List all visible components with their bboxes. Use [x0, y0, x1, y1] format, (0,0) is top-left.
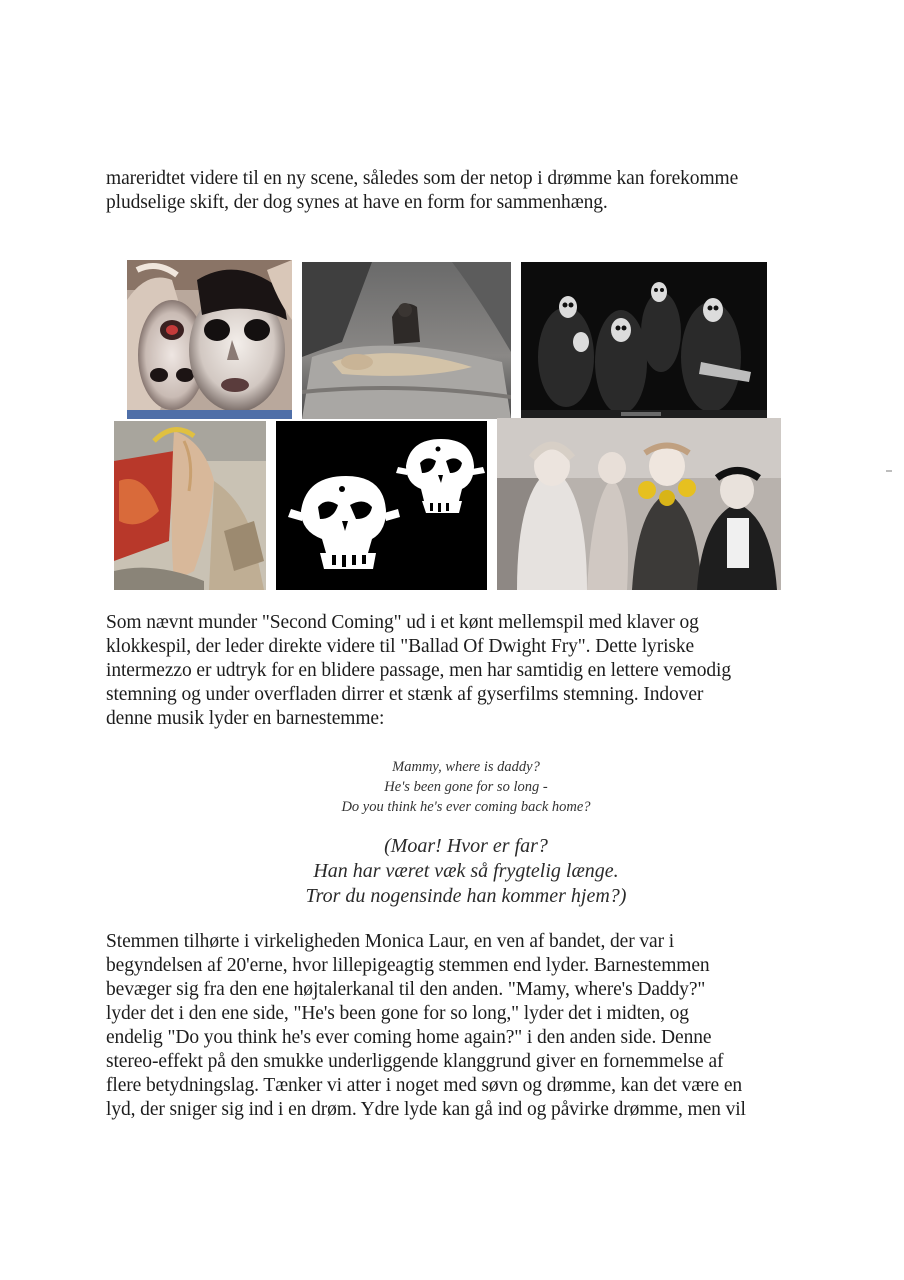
text-line: pludselige skift, der dog synes at have en form for sammenhæng.	[106, 192, 608, 213]
paragraph-voice	[106, 930, 796, 1122]
text-line: mareridtet videre til en ny scene, således som der netop i drømme kan forekomme	[106, 168, 739, 189]
text-line: klokkespil, der leder direkte videre til "Ballad Of Dwight Fry". Dette lyriske	[106, 636, 695, 657]
quote-english	[0, 757, 904, 817]
text-line: lyd, der sniger sig ind i en drøm. Ydre lyde kan gå ind og påvirke drømme, men vil	[106, 1099, 746, 1120]
photo-painted-faces	[127, 260, 292, 419]
paragraph-intro	[106, 167, 796, 215]
quote-line: Han har været væk så frygtelig længe.	[313, 860, 619, 882]
text-line: Som nævnt munder "Second Coming" ud i et kønt mellemspil med klaver og	[106, 612, 699, 633]
text-line: denne musik lyder en barnestemme:	[106, 708, 385, 729]
quote-line: (Moar! Hvor er far?	[384, 835, 548, 857]
scan-mark	[886, 470, 892, 472]
text-line: bevæger sig fra den ene højtalerkanal til den anden. "Mamy, where's Daddy?"	[106, 979, 706, 1000]
text-line: flere betydningslag. Tænker vi atter i noget med søvn og drømme, kan det være en	[106, 1075, 743, 1096]
quote-line: Do you think he's ever coming back home?	[341, 799, 591, 815]
text-line: lyder det i den ene side, "He's been gone for so long," lyder det i midten, og	[106, 1003, 689, 1024]
photo-painting	[114, 421, 266, 590]
photo-sleeping-figure	[302, 262, 511, 419]
photo-skulls-graphic	[276, 421, 487, 590]
text-line: intermezzo er udtryk for en blidere passage, men har samtidig en lettere vemodig	[106, 660, 731, 681]
quote-line: Mammy, where is daddy?	[392, 759, 540, 775]
quote-line: He's been gone for so long -	[384, 779, 548, 795]
quote-line: Tror du nogensinde han kommer hjem?)	[305, 885, 627, 907]
photo-costumed-figures	[497, 418, 781, 590]
quote-danish	[0, 834, 904, 909]
photo-band-group	[521, 262, 767, 420]
paragraph-intermezzo	[106, 611, 796, 731]
text-line: stereo-effekt på den smukke underliggende klanggrund giver en fornemmelse af	[106, 1051, 724, 1072]
text-line: endelig "Do you think he's ever coming home again?" i den anden side. Denne	[106, 1027, 712, 1048]
text-line: Stemmen tilhørte i virkeligheden Monica Laur, en ven af bandet, der var i	[106, 931, 675, 952]
text-line: stemning og under overfladen dirrer et stænk af gyserfilms stemning. Indover	[106, 684, 704, 705]
text-line: begyndelsen af 20'erne, hvor lillepigeagtig stemmen end lyder. Barnestemmen	[106, 955, 710, 976]
